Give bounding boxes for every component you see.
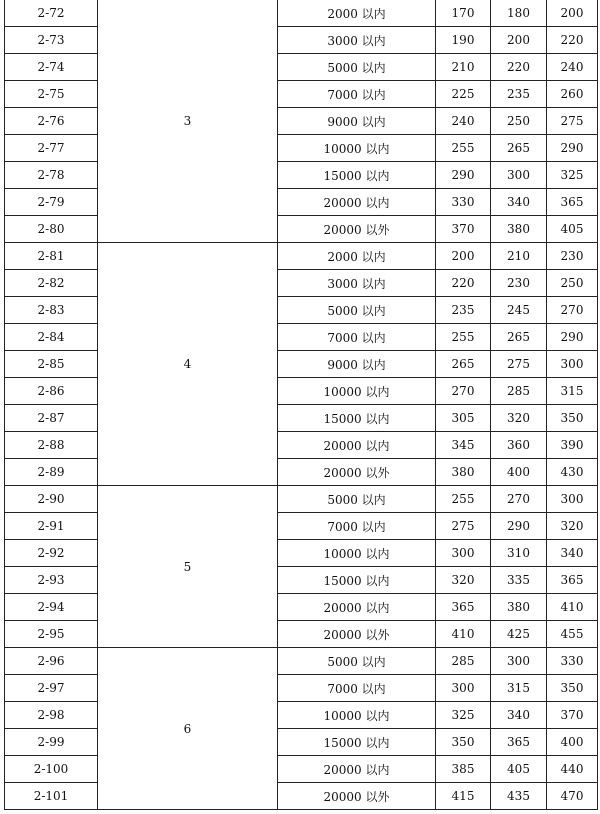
value-cell-2: 290 — [491, 513, 547, 540]
range-cell: 20000 以内 — [278, 594, 436, 621]
range-cell: 3000 以内 — [278, 27, 436, 54]
value-cell-2: 380 — [491, 594, 547, 621]
code-cell: 2-80 — [5, 216, 98, 243]
value-cell-3: 390 — [547, 432, 598, 459]
range-cell: 15000 以内 — [278, 405, 436, 432]
code-cell: 2-81 — [5, 243, 98, 270]
table-row — [5, 189, 598, 216]
value-cell-1: 345 — [436, 432, 491, 459]
table-row — [5, 0, 598, 27]
value-cell-1: 285 — [436, 648, 491, 675]
range-cell: 7000 以内 — [278, 81, 436, 108]
document-page — [4, 0, 597, 810]
value-cell-3: 230 — [547, 243, 598, 270]
range-cell: 7000 以内 — [278, 675, 436, 702]
code-cell: 2-85 — [5, 351, 98, 378]
table-row — [5, 405, 598, 432]
table-row — [5, 27, 598, 54]
table-row — [5, 108, 598, 135]
value-cell-2: 235 — [491, 81, 547, 108]
range-cell: 10000 以内 — [278, 135, 436, 162]
code-cell: 2-73 — [5, 27, 98, 54]
value-cell-1: 210 — [436, 54, 491, 81]
value-cell-2: 315 — [491, 675, 547, 702]
value-cell-1: 255 — [436, 324, 491, 351]
code-cell: 2-75 — [5, 81, 98, 108]
range-cell: 2000 以内 — [278, 243, 436, 270]
range-cell: 20000 以外 — [278, 459, 436, 486]
table-row — [5, 378, 598, 405]
table-row — [5, 135, 598, 162]
table-row — [5, 567, 598, 594]
value-cell-3: 315 — [547, 378, 598, 405]
group-cell: 5 — [98, 486, 278, 648]
value-cell-2: 200 — [491, 27, 547, 54]
code-cell: 2-92 — [5, 540, 98, 567]
code-cell: 2-79 — [5, 189, 98, 216]
value-cell-2: 230 — [491, 270, 547, 297]
value-cell-1: 305 — [436, 405, 491, 432]
value-cell-2: 210 — [491, 243, 547, 270]
value-cell-1: 415 — [436, 783, 491, 810]
group-cell: 4 — [98, 243, 278, 486]
value-cell-3: 350 — [547, 405, 598, 432]
range-cell: 7000 以内 — [278, 324, 436, 351]
table-row — [5, 675, 598, 702]
code-cell: 2-76 — [5, 108, 98, 135]
table-row — [5, 162, 598, 189]
value-cell-1: 330 — [436, 189, 491, 216]
range-cell: 15000 以内 — [278, 567, 436, 594]
value-cell-1: 320 — [436, 567, 491, 594]
range-cell: 20000 以内 — [278, 756, 436, 783]
value-cell-2: 320 — [491, 405, 547, 432]
value-cell-3: 340 — [547, 540, 598, 567]
value-cell-1: 255 — [436, 135, 491, 162]
code-cell: 2-82 — [5, 270, 98, 297]
value-cell-2: 250 — [491, 108, 547, 135]
value-cell-2: 245 — [491, 297, 547, 324]
code-cell: 2-93 — [5, 567, 98, 594]
code-cell: 2-90 — [5, 486, 98, 513]
value-cell-1: 385 — [436, 756, 491, 783]
table-row — [5, 621, 598, 648]
value-cell-3: 290 — [547, 135, 598, 162]
table-row — [5, 351, 598, 378]
table-row — [5, 216, 598, 243]
range-cell: 20000 以内 — [278, 432, 436, 459]
code-cell: 2-99 — [5, 729, 98, 756]
table-row — [5, 243, 598, 270]
range-cell: 5000 以内 — [278, 297, 436, 324]
range-cell: 2000 以内 — [278, 0, 436, 27]
table-row — [5, 54, 598, 81]
range-cell: 9000 以内 — [278, 351, 436, 378]
table-row — [5, 513, 598, 540]
value-cell-2: 220 — [491, 54, 547, 81]
value-cell-1: 235 — [436, 297, 491, 324]
range-cell: 10000 以内 — [278, 702, 436, 729]
range-cell: 15000 以内 — [278, 162, 436, 189]
value-cell-2: 340 — [491, 702, 547, 729]
code-cell: 2-83 — [5, 297, 98, 324]
value-cell-2: 310 — [491, 540, 547, 567]
value-cell-3: 330 — [547, 648, 598, 675]
value-cell-3: 300 — [547, 486, 598, 513]
value-cell-3: 470 — [547, 783, 598, 810]
code-cell: 2-72 — [5, 0, 98, 27]
value-cell-2: 365 — [491, 729, 547, 756]
code-cell: 2-87 — [5, 405, 98, 432]
code-cell: 2-97 — [5, 675, 98, 702]
value-cell-3: 350 — [547, 675, 598, 702]
table-row — [5, 756, 598, 783]
value-cell-2: 300 — [491, 648, 547, 675]
range-cell: 3000 以内 — [278, 270, 436, 297]
table-row — [5, 486, 598, 513]
value-cell-3: 325 — [547, 162, 598, 189]
table-row — [5, 783, 598, 810]
code-cell: 2-89 — [5, 459, 98, 486]
value-cell-2: 300 — [491, 162, 547, 189]
table-row — [5, 324, 598, 351]
value-cell-1: 255 — [436, 486, 491, 513]
value-cell-3: 405 — [547, 216, 598, 243]
value-cell-3: 365 — [547, 567, 598, 594]
table-row — [5, 702, 598, 729]
value-cell-2: 275 — [491, 351, 547, 378]
value-cell-2: 435 — [491, 783, 547, 810]
value-cell-2: 425 — [491, 621, 547, 648]
range-cell: 7000 以内 — [278, 513, 436, 540]
value-cell-3: 200 — [547, 0, 598, 27]
value-cell-3: 290 — [547, 324, 598, 351]
value-cell-1: 200 — [436, 243, 491, 270]
table-row — [5, 81, 598, 108]
value-cell-1: 270 — [436, 378, 491, 405]
value-cell-1: 380 — [436, 459, 491, 486]
table-row — [5, 297, 598, 324]
value-cell-3: 455 — [547, 621, 598, 648]
value-cell-2: 265 — [491, 135, 547, 162]
table-row — [5, 594, 598, 621]
range-cell: 20000 以内 — [278, 189, 436, 216]
value-cell-2: 380 — [491, 216, 547, 243]
table-row — [5, 729, 598, 756]
value-cell-2: 335 — [491, 567, 547, 594]
value-cell-2: 265 — [491, 324, 547, 351]
value-cell-1: 240 — [436, 108, 491, 135]
value-cell-1: 170 — [436, 0, 491, 27]
group-cell: 6 — [98, 648, 278, 810]
code-cell: 2-86 — [5, 378, 98, 405]
code-cell: 2-77 — [5, 135, 98, 162]
value-cell-1: 325 — [436, 702, 491, 729]
code-cell: 2-95 — [5, 621, 98, 648]
value-cell-1: 290 — [436, 162, 491, 189]
range-cell: 15000 以内 — [278, 729, 436, 756]
value-cell-3: 430 — [547, 459, 598, 486]
value-cell-3: 240 — [547, 54, 598, 81]
value-cell-2: 405 — [491, 756, 547, 783]
value-cell-1: 225 — [436, 81, 491, 108]
value-cell-1: 275 — [436, 513, 491, 540]
value-cell-2: 360 — [491, 432, 547, 459]
value-cell-3: 370 — [547, 702, 598, 729]
code-cell: 2-91 — [5, 513, 98, 540]
value-cell-1: 370 — [436, 216, 491, 243]
code-cell: 2-101 — [5, 783, 98, 810]
value-cell-1: 265 — [436, 351, 491, 378]
value-cell-3: 270 — [547, 297, 598, 324]
value-cell-3: 300 — [547, 351, 598, 378]
code-cell: 2-84 — [5, 324, 98, 351]
range-cell: 5000 以内 — [278, 486, 436, 513]
range-cell: 9000 以内 — [278, 108, 436, 135]
value-cell-1: 300 — [436, 675, 491, 702]
code-cell: 2-74 — [5, 54, 98, 81]
value-cell-2: 340 — [491, 189, 547, 216]
range-cell: 5000 以内 — [278, 54, 436, 81]
code-cell: 2-88 — [5, 432, 98, 459]
range-cell: 20000 以外 — [278, 783, 436, 810]
value-cell-3: 250 — [547, 270, 598, 297]
value-cell-1: 220 — [436, 270, 491, 297]
value-cell-2: 180 — [491, 0, 547, 27]
table-body — [5, 0, 598, 810]
code-cell: 2-98 — [5, 702, 98, 729]
value-cell-3: 320 — [547, 513, 598, 540]
value-cell-2: 285 — [491, 378, 547, 405]
value-cell-3: 260 — [547, 81, 598, 108]
range-cell: 20000 以外 — [278, 216, 436, 243]
range-cell: 10000 以内 — [278, 378, 436, 405]
group-cell: 3 — [98, 0, 278, 243]
value-cell-2: 400 — [491, 459, 547, 486]
value-cell-3: 440 — [547, 756, 598, 783]
table-row — [5, 270, 598, 297]
value-cell-3: 400 — [547, 729, 598, 756]
value-cell-3: 275 — [547, 108, 598, 135]
value-cell-3: 220 — [547, 27, 598, 54]
data-table — [4, 0, 598, 810]
value-cell-1: 350 — [436, 729, 491, 756]
range-cell: 5000 以内 — [278, 648, 436, 675]
value-cell-3: 410 — [547, 594, 598, 621]
table-row — [5, 540, 598, 567]
value-cell-1: 410 — [436, 621, 491, 648]
table-row — [5, 648, 598, 675]
range-cell: 10000 以内 — [278, 540, 436, 567]
code-cell: 2-96 — [5, 648, 98, 675]
value-cell-1: 365 — [436, 594, 491, 621]
value-cell-1: 190 — [436, 27, 491, 54]
range-cell: 20000 以外 — [278, 621, 436, 648]
value-cell-3: 365 — [547, 189, 598, 216]
code-cell: 2-78 — [5, 162, 98, 189]
value-cell-1: 300 — [436, 540, 491, 567]
code-cell: 2-94 — [5, 594, 98, 621]
table-row — [5, 432, 598, 459]
code-cell: 2-100 — [5, 756, 98, 783]
value-cell-2: 270 — [491, 486, 547, 513]
table-row — [5, 459, 598, 486]
